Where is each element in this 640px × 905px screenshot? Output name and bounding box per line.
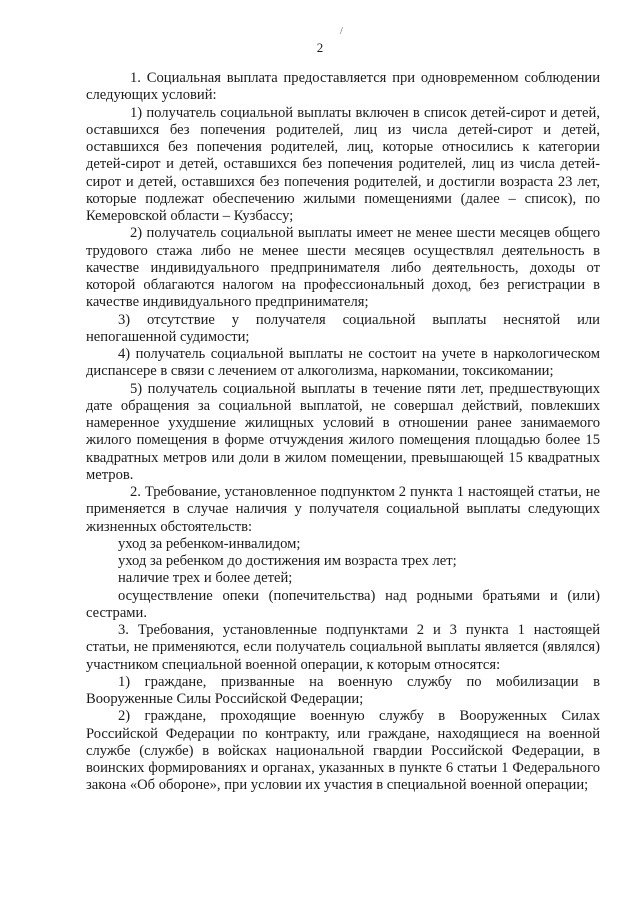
item-3-2: 2) граждане, проходящие военную службу в Вооруженных Силах Российской Федерации по контракту, или граждане, находящиеся на военной службе (службе) в войсках национальной гвардии Российской Федерации, в воинских формированиях и органах, указанных в пункте 6 статьи 1 Федерального закона «Об обороне», при условии их участия в специальной военной операции; [86,708,600,794]
page-number: 2 [316,40,324,55]
document-body [86,70,600,795]
item-1-5: 5) получатель социальной выплаты в течение пяти лет, предшествующих дате обращения за социальной выплатой, не совершал действий, повлекших намеренное ухудшение жилищных условий в отношении ранее занимаемого жилого помещения в форме отчуждения жилого помещения площадью более 15 квадратных метров или доли в жилом помещении, превышающей 15 квадратных метров. [86,380,600,483]
item-1-3: 3) отсутствие у получателя социальной выплаты неснятой или непогашенной судимости; [86,311,600,345]
item-1-2: 2) получатель социальной выплаты имеет не менее шести месяцев общего трудового стажа либо не менее шести месяцев осуществлял деятельность в качестве индивидуального предпринимателя либо деятельность, доходы от которой облагаются налогом на профессиональный доход, без регистрации в качестве индивидуального предпринимателя; [86,225,600,311]
paragraph-2: 2. Требование, установленное подпунктом 2 пункта 1 настоящей статьи, не применяется в случае наличия у получателя социальной выплаты следующих жизненных обстоятельств: [86,484,600,535]
item-1-1: 1) получатель социальной выплаты включен в список детей-сирот и детей, оставшихся без попечения родителей, лиц из числа детей-сирот и детей, оставшихся без попечения родителей, лиц, которые относились к категории детей-сирот и детей, оставшихся без попечения родителей, лиц из числа детей-сирот и детей, оставшихся без попечения родителей, и достигли возраста 23 лет, которые подлежат обеспечению жилыми помещениями (далее – список), по Кемеровской области – Кузбассу; [86,104,600,224]
circumstance-3: наличие трех и более детей; [118,570,293,587]
circumstance-2: уход за ребенком до достижения им возраста трех лет; [118,553,457,569]
item-3-1: 1) граждане, призванные на военную службу по мобилизации в Вооруженные Силы Российской Федерации; [86,673,600,707]
item-1-4: 4) получатель социальной выплаты не состоит на учете в наркологическом диспансере в связи с лечением от алкоголизма, наркомании, токсикомании; [86,346,600,380]
paragraph-3: 3. Требования, установленные подпунктами 2 и 3 пункта 1 настоящей статьи, не применяются, если получатель социальной выплаты является (являлся) участником специальной военной операции, к которым относятся: [86,622,600,673]
circumstance-1: уход за ребенком-инвалидом; [118,535,301,552]
circumstance-4: осуществление опеки (попечительства) над родными братьями и (или) сестрами. [86,587,600,621]
paragraph-1: 1. Социальная выплата предоставляется при одновременном соблюдении следующих условий: [86,70,600,104]
scan-mark: / [340,26,343,37]
